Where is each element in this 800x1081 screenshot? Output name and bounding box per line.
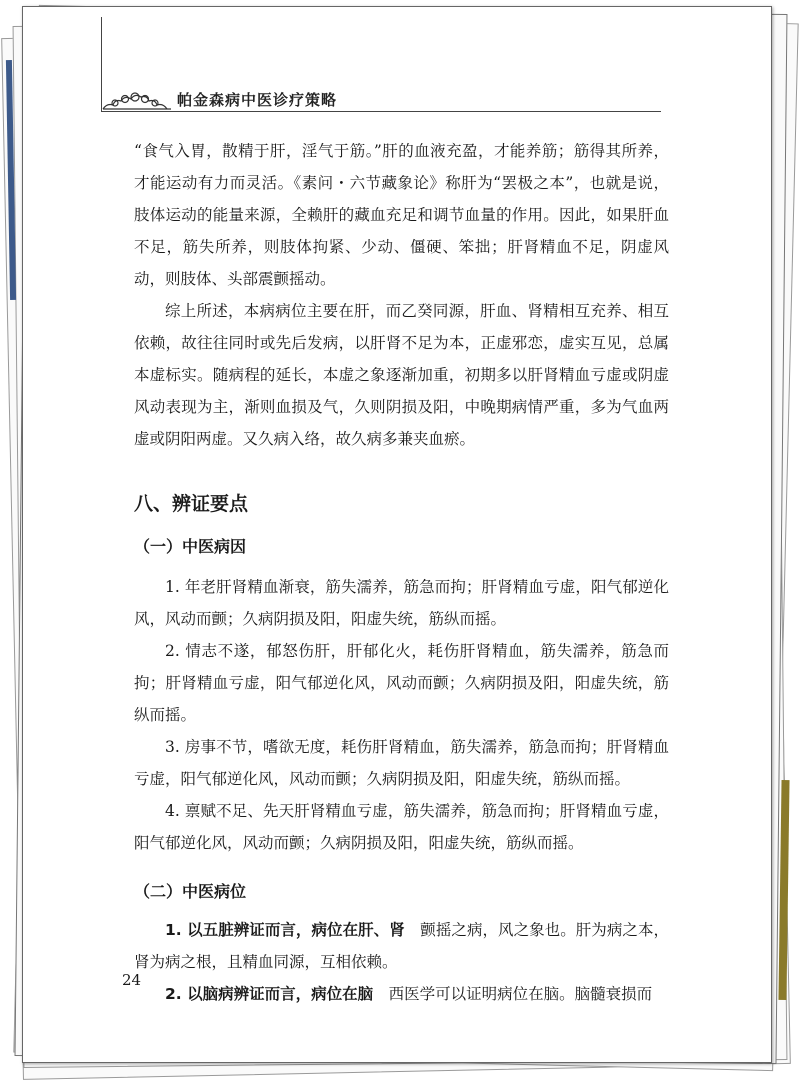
section-heading: 八、辨证要点 xyxy=(134,493,249,515)
header-ornament-icon xyxy=(101,89,173,111)
list-item: 3. 房事不节，嗜欲无度，耗伤肝肾精血，筋失濡养，筋急而拘；肝肾精血亏虚，阳气郁逆化风，风动而颤；久病阴损及阳，阳虚失统，筋纵而摇。 xyxy=(134,738,669,788)
subsection-heading: （二）中医病位 xyxy=(134,882,247,901)
paragraph: “食气入胃，散精于肝，淫气于筋。”肝的血液充盈，才能养筋；筋得其所养，才能运动有力而灵活。《素问・六节藏象论》称肝为“罢极之本”，也就是说，肢体运动的能量来源，全赖肝的藏血充足和调节血量的作用。因此，如果肝血不足，筋失所养，则肢体拘紧、少动、僵硬、笨拙；肝肾精血不足，阴虚风动，则肢体、头部震颤摇动。 xyxy=(134,142,669,288)
item-text: 西医学可以证明病位在脑。脑髓衰损而 xyxy=(373,985,653,1003)
subsection-heading: （一）中医病因 xyxy=(134,537,247,556)
list-item: 1. 年老肝肾精血渐衰，筋失濡养，筋急而拘；肝肾精血亏虚，阳气郁逆化风，风动而颤；久病阴损及阳，阳虚失统，筋纵而摇。 xyxy=(134,578,669,628)
item-lead: 1. 以五脏辨证而言，病位在肝、肾 xyxy=(165,921,405,939)
page-body xyxy=(134,135,669,1010)
list-item: 4. 禀赋不足、先天肝肾精血亏虚，筋失濡养，筋急而拘；肝肾精血亏虚，阳气郁逆化风，风动而颤；久病阴损及阳，阳虚失统，筋纵而摇。 xyxy=(134,802,669,852)
paragraph: 综上所述，本病病位主要在肝，而乙癸同源，肝血、肾精相互充养、相互依赖，故往往同时或先后发病，以肝肾不足为本，正虚邪恋，虚实互见，总属本虚标实。随病程的延长，本虚之象逐渐加重，初期多以肝肾精血亏虚或阴虚风动表现为主，渐则血损及气，久则阴损及阳，中晚期病情严重，多为气血两虚或阴阳两虚。又久病入络，故久病多兼夹血瘀。 xyxy=(134,302,669,448)
item-lead: 2. 以脑病辨证而言，病位在脑 xyxy=(165,985,374,1003)
list-item xyxy=(134,978,669,1010)
list-item: 2. 情志不遂，郁怒伤肝，肝郁化火，耗伤肝肾精血，筋失濡养，筋急而拘；肝肾精血亏虚，阳气郁逆化风，风动而颤；久病阴损及阳，阳虚失统，筋纵而摇。 xyxy=(134,642,669,724)
list-item xyxy=(134,914,669,978)
running-title: 帕金森病中医诊疗策略 xyxy=(177,91,338,109)
page-number: 24 xyxy=(122,971,142,989)
header-rule-horizontal xyxy=(101,111,661,112)
book-page xyxy=(22,6,772,1063)
item-text: 颤摇之病，风之象也。肝为病之本，肾为病之根，且精血同源，互相依赖。 xyxy=(134,921,669,971)
